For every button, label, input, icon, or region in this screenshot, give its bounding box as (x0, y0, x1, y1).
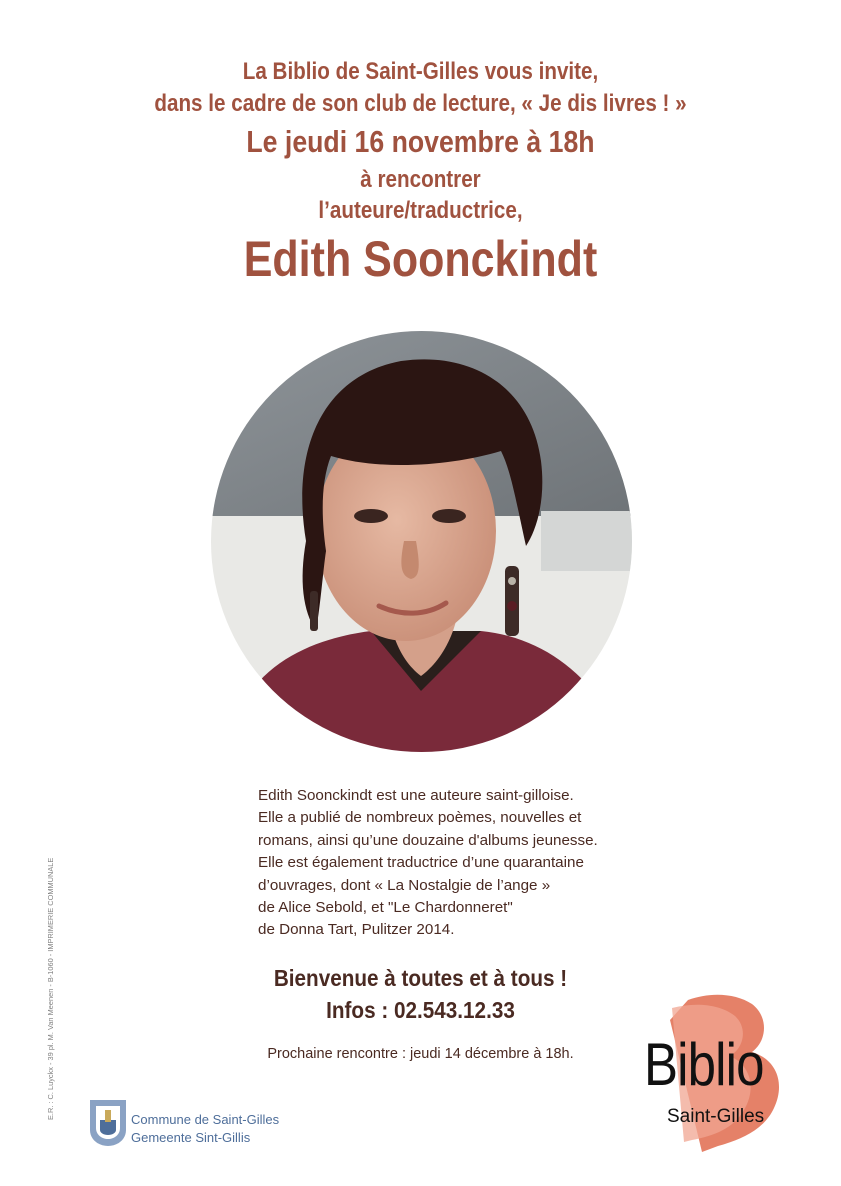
bio-line: romans, ainsi qu’une douzaine d'albums jeunesse. (258, 831, 598, 849)
publisher-note: E.R. : C. Luyckx - 39 pl. M. Van Meenen - B-1060 - IMPRIMERIE COMMUNALE (46, 857, 55, 1120)
event-date: Le jeudi 16 novembre à 18h (246, 124, 595, 159)
meet-line: à rencontrer (360, 166, 481, 193)
invitation-line: La Biblio de Saint-Gilles vous invite, (242, 58, 599, 85)
bio-line: Edith Soonckindt est une auteure saint-gilloise. (258, 787, 574, 804)
info-phone: Infos : 02.543.12.33 (326, 997, 515, 1023)
commune-name-fr: Commune de Saint-Gilles (131, 1112, 280, 1127)
author-biography (258, 785, 678, 942)
bio-line: de Donna Tart, Pulitzer 2014. (258, 921, 455, 939)
welcome-message: Bienvenue à toutes et à tous ! (273, 965, 568, 991)
club-line: dans le cadre de son club de lecture, « Je dis livres ! » (154, 90, 687, 117)
next-meeting: Prochaine rencontre : jeudi 14 décembre à 18h. (267, 1046, 574, 1062)
biblio-logo (640, 990, 810, 1160)
author-name: Edith Soonckindt (243, 231, 598, 287)
commune-name-nl: Gemeente Sint-Gillis (131, 1130, 251, 1145)
bio-line: de Alice Sebold, et "Le Chardonneret" (258, 899, 513, 917)
author-role: l’auteure/traductrice, (318, 197, 523, 224)
bio-line: Elle est également traductrice d’une quarantaine (258, 854, 584, 872)
commune-emblem-icon (90, 1100, 126, 1146)
biblio-subtitle: Saint-Gilles (667, 1106, 765, 1127)
commune-logo (90, 1100, 350, 1150)
author-portrait (211, 331, 632, 752)
bio-line: Elle a publié de nombreux poèmes, nouvelles et (258, 809, 582, 827)
biblio-wordmark: Biblio (644, 1031, 764, 1098)
bio-line: d’ouvrages, dont « La Nostalgie de l’ange » (258, 876, 551, 894)
